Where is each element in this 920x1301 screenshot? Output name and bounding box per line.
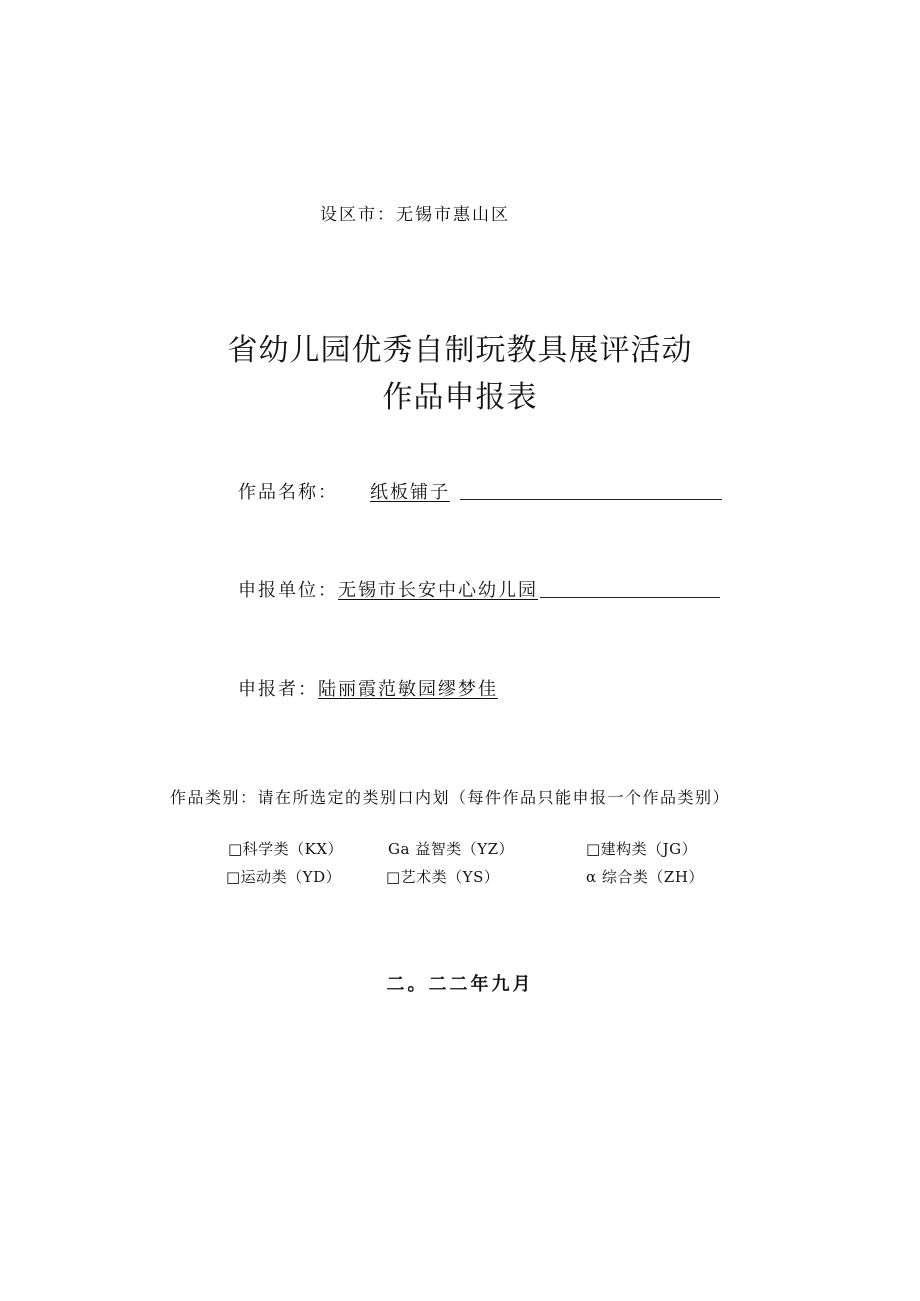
work-name-field (238, 478, 722, 504)
form-title-line1: 省幼儿园优秀自制玩教具展评活动 (227, 333, 693, 368)
category-option-puzzle[interactable]: Ga 益智类（YZ） (388, 840, 515, 858)
unit-value: 无锡市长安中心幼儿园 (338, 580, 538, 601)
applicants-label: 申报者： (238, 679, 318, 700)
district-line: 设区市：无锡市惠山区 (320, 205, 510, 225)
work-name-underline (460, 498, 722, 500)
unit-underline (540, 596, 720, 598)
category-option-sports[interactable]: □运动类（YD） (226, 868, 342, 886)
category-option-comprehensive[interactable]: α 综合类（ZH） (586, 868, 704, 886)
category-option-construction[interactable]: □建构类（JG） (586, 840, 698, 858)
applicants-field (238, 675, 498, 701)
form-title-line2: 作品申报表 (382, 380, 538, 415)
work-name-value: 纸板铺子 (370, 482, 450, 503)
unit-field (238, 576, 720, 602)
category-option-art[interactable]: □艺术类（YS） (386, 868, 500, 886)
unit-label: 申报单位： (238, 580, 338, 601)
category-instruction: 作品类别：请在所选定的类别口内划（每件作品只能申报一个作品类别） (170, 788, 731, 807)
work-name-label: 作品名称： (238, 482, 338, 503)
category-option-science[interactable]: □科学类（KX） (228, 840, 344, 858)
form-date: 二。二二年九月 (386, 974, 534, 995)
applicants-value: 陆丽霞范敏园缪梦佳 (318, 679, 498, 700)
